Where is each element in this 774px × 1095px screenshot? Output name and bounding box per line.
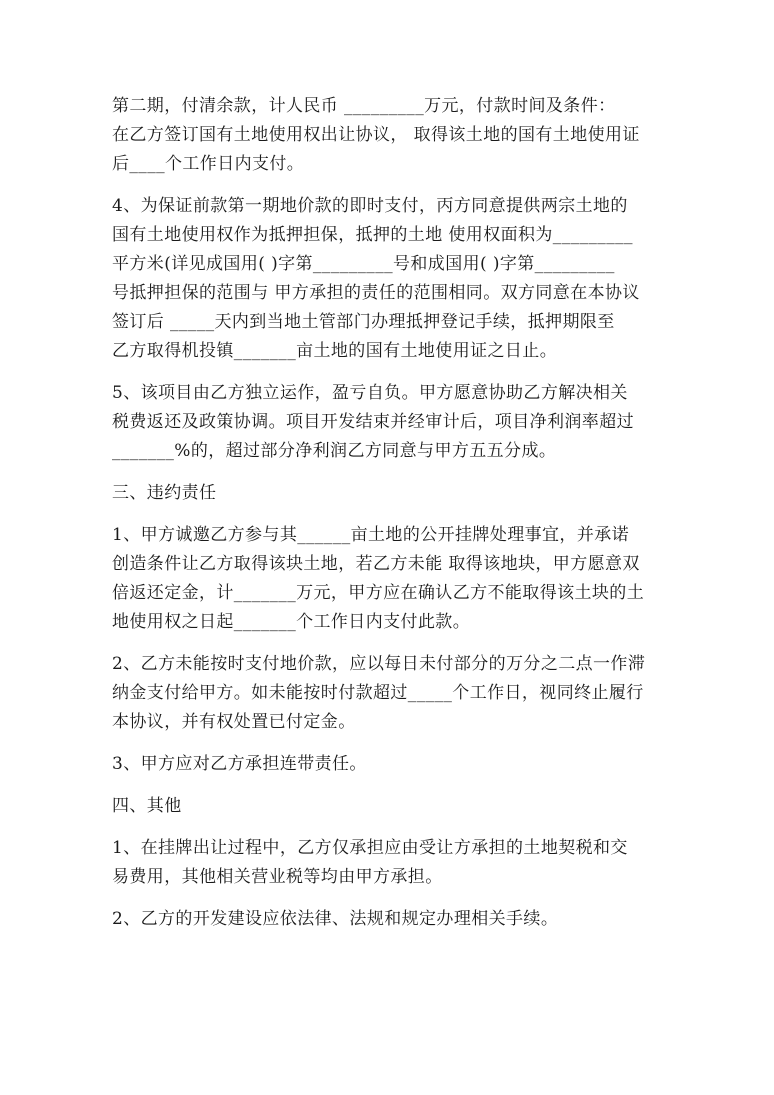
text-line: 号抵押担保的范围与 甲方承担的责任的范围相同。双方同意在本协议: [112, 283, 640, 303]
text-line: 5、该项目由乙方独立运作，盈亏自负。甲方愿意协助乙方解决相关: [112, 383, 628, 403]
text-line: 平方米(详见成国用( )字第_________号和成国用( )字第_________: [112, 254, 615, 274]
text-line: 1、甲方诚邀乙方参与其______亩土地的公开挂牌处理事宜，并承诺: [112, 525, 630, 545]
text-line: 在乙方签订国有土地使用权出让协议， 取得该土地的国有土地使用证: [112, 125, 640, 145]
text-line: 第二期，付清余款，计人民币 _________万元，付款时间及条件：: [112, 96, 616, 116]
heading-text: 三、违约责任: [112, 483, 217, 503]
paragraph-breach-3: [112, 750, 664, 779]
text-line: 易费用，其他相关营业税等均由甲方承担。: [112, 867, 443, 887]
text-line: 签订后 _____天内到当地土管部门办理抵押登记手续，抵押期限至: [112, 312, 615, 332]
text-line: 后____个工作日内支付。: [112, 154, 305, 174]
paragraph-breach-1: [112, 521, 664, 637]
text-line: 2、乙方未能按时支付地价款，应以每日未付部分的万分之二点一作滞: [112, 654, 646, 674]
text-line: 纳金支付给甲方。如未能按时付款超过_____个工作日，视同终止履行: [112, 683, 644, 703]
paragraph-other-2: [112, 905, 664, 934]
section-heading-breach: [112, 479, 664, 508]
text-line: 4、为保证前款第一期地价款的即时支付，丙方同意提供两宗土地的: [112, 196, 628, 216]
text-line: 倍返还定金，计_______万元，甲方应在确认乙方不能取得该土块的土: [112, 583, 645, 603]
text-line: 税费返还及政策协调。项目开发结束并经审计后，项目净利润率超过: [112, 412, 634, 432]
text-line: 3、甲方应对乙方承担连带责任。: [112, 754, 367, 774]
paragraph-breach-2: [112, 650, 664, 737]
paragraph-clause-4-mortgage: [112, 192, 664, 366]
text-line: _______%的，超过部分净利润乙方同意与甲方五五分成。: [112, 441, 557, 461]
section-heading-other: [112, 792, 664, 821]
text-line: 2、乙方的开发建设应依法律、法规和规定办理相关手续。: [112, 909, 559, 929]
paragraph-second-payment: [112, 92, 664, 179]
text-line: 1、在挂牌出让过程中，乙方仅承担应由受让方承担的土地契税和交: [112, 838, 628, 858]
text-line: 国有土地使用权作为抵押担保，抵押的土地 使用权面积为_________: [112, 225, 633, 245]
text-line: 地使用权之日起_______个工作日内支付此款。: [112, 612, 471, 632]
heading-text: 四、其他: [112, 796, 182, 816]
text-line: 本协议，并有权处置已付定金。: [112, 712, 356, 732]
text-line: 乙方取得机投镇_______亩土地的国有土地使用证之日止。: [112, 341, 558, 361]
text-line: 创造条件让乙方取得该块土地，若乙方未能 取得该地块，甲方愿意双: [112, 554, 640, 574]
paragraph-other-1: [112, 834, 664, 892]
paragraph-clause-5-profit: [112, 379, 664, 466]
